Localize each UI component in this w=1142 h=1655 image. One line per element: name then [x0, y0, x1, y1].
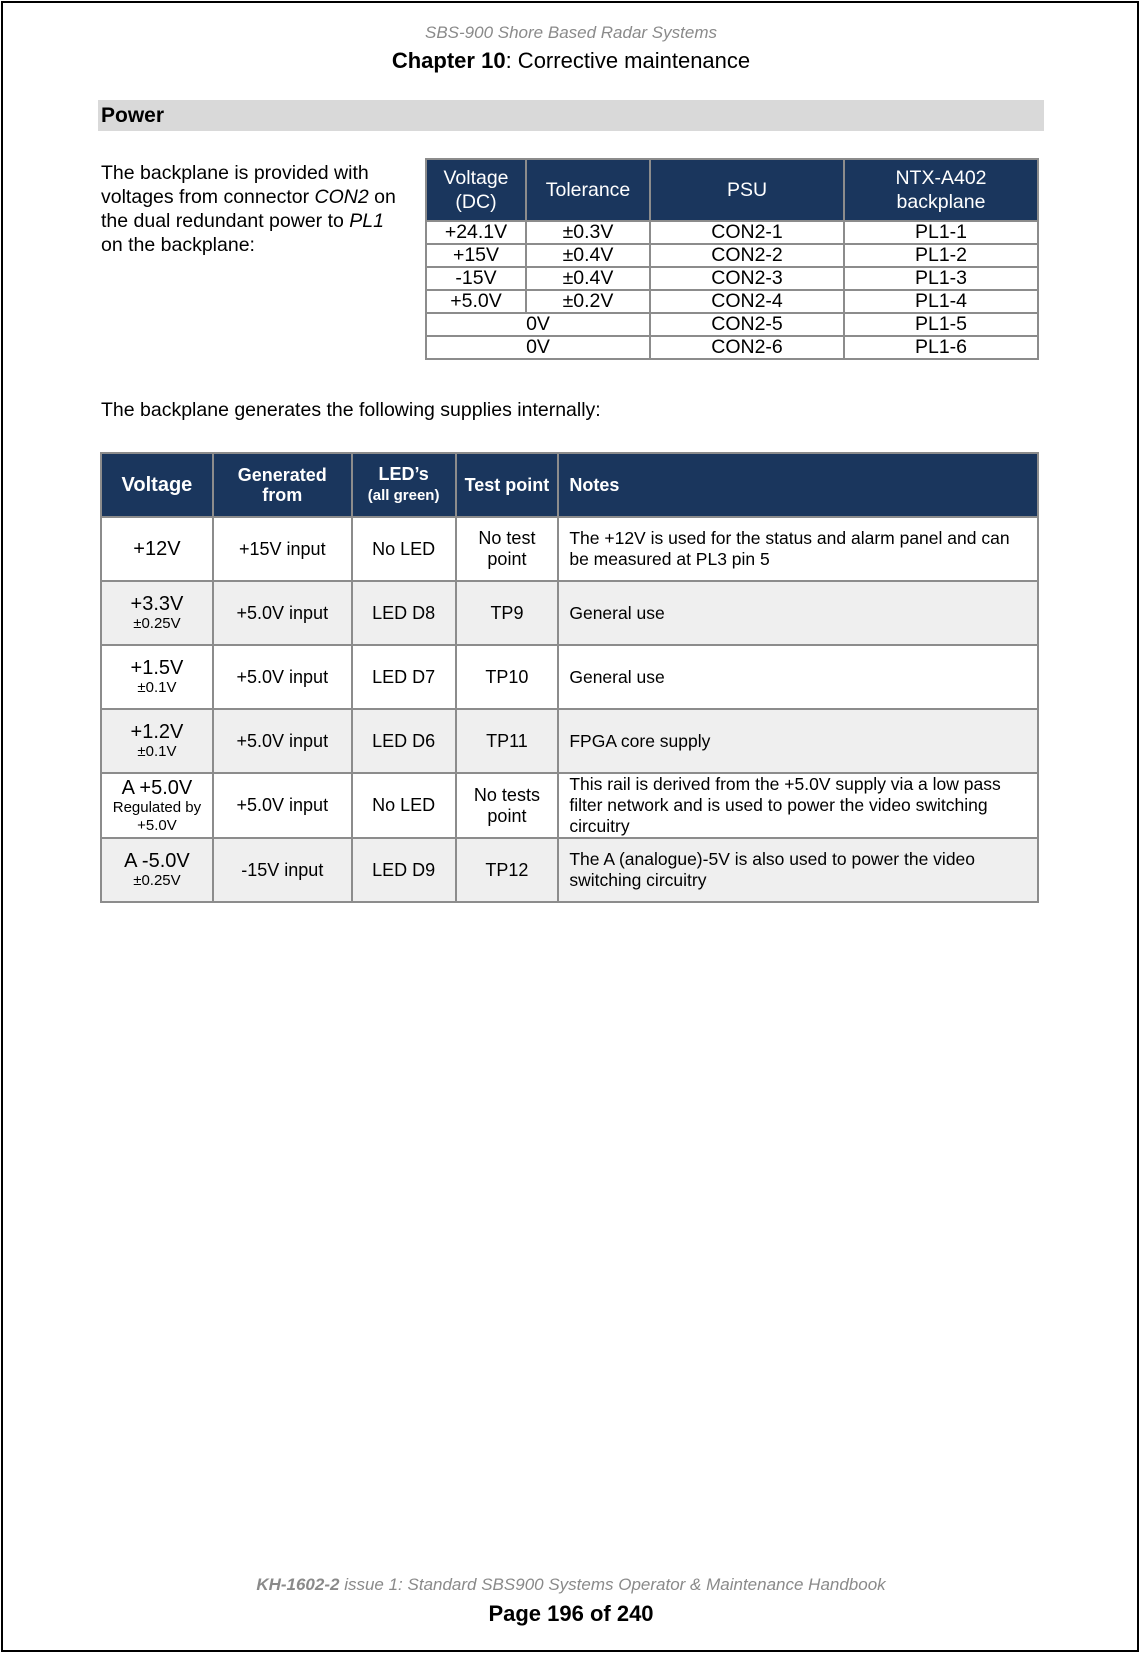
cell-test-point: TP12: [456, 838, 559, 902]
table-row: [101, 581, 1038, 645]
table-row: [101, 709, 1038, 773]
voltage-value: +1.2V: [130, 721, 184, 743]
chapter-label: Chapter 10: [391, 48, 506, 73]
cell-voltage: [101, 581, 213, 645]
cell-voltage: +24.1V: [426, 221, 526, 244]
cell-test-point: TP10: [456, 645, 559, 709]
cell-voltage: +15V: [426, 244, 526, 267]
cell-generated-from: +5.0V input: [213, 581, 352, 645]
table-row: [426, 221, 1038, 244]
cell-notes: The A (analogue)-5V is also used to power the video switching circuitry: [558, 838, 1038, 902]
intro-plug: PL1: [349, 210, 384, 232]
intro-text: on the dual redundant power to: [101, 186, 396, 232]
voltage-tolerance: ±0.1V: [137, 743, 177, 760]
cell-notes: General use: [558, 581, 1038, 645]
cell-notes: The +12V is used for the status and alarm panel and can be measured at PL3 pin 5: [558, 517, 1038, 581]
cell-notes: This rail is derived from the +5.0V supply via a low pass filter network and is used to power the video switching circuitry: [558, 773, 1038, 838]
header-test-point: Test point: [456, 453, 559, 517]
psu-voltage-table: [425, 158, 1039, 360]
voltage-tolerance: Regulated by +5.0V: [112, 798, 202, 834]
header-leds: [352, 453, 456, 517]
cell-voltage: [101, 709, 213, 773]
voltage-tolerance: ±0.25V: [133, 615, 181, 632]
cell-psu: CON2-6: [650, 336, 844, 359]
cell-tolerance: ±0.4V: [526, 244, 650, 267]
cell-tolerance: ±0.3V: [526, 221, 650, 244]
voltage-value: +12V: [133, 538, 181, 560]
cell-voltage: -15V: [426, 267, 526, 290]
header-psu: PSU: [650, 159, 844, 221]
cell-notes: General use: [558, 645, 1038, 709]
header-generated-from: Generated from: [213, 453, 352, 517]
cell-voltage: [101, 517, 213, 581]
header-voltage: Voltage (DC): [426, 159, 526, 221]
cell-generated-from: +5.0V input: [213, 773, 352, 838]
cell-notes: FPGA core supply: [558, 709, 1038, 773]
footer-doc-id: KH-1602-2: [256, 1575, 340, 1594]
cell-generated-from: +15V input: [213, 517, 352, 581]
cell-backplane: PL1-2: [844, 244, 1038, 267]
header-backplane: NTX-A402 backplane: [844, 159, 1038, 221]
chapter-title: : Corrective maintenance: [505, 48, 751, 73]
cell-generated-from: +5.0V input: [213, 645, 352, 709]
header-title: SBS-900 Shore Based Radar Systems: [425, 23, 717, 42]
section-heading: Power: [98, 100, 1044, 131]
header-leds-label: LED’s: [378, 464, 429, 484]
table-row: [101, 517, 1038, 581]
cell-backplane: PL1-5: [844, 313, 1038, 336]
voltage-value: +1.5V: [130, 657, 184, 679]
footer-doc-title: issue 1: Standard SBS900 Systems Operator & Maintenance Handbook: [339, 1575, 886, 1594]
cell-voltage: [101, 773, 213, 838]
cell-led: LED D8: [352, 581, 456, 645]
table-row: [101, 645, 1038, 709]
voltage-tolerance: ±0.25V: [133, 872, 181, 889]
voltage-value: A -5.0V: [124, 850, 190, 872]
table-header-row: [426, 159, 1038, 221]
cell-generated-from: -15V input: [213, 838, 352, 902]
cell-psu: CON2-4: [650, 290, 844, 313]
cell-psu: CON2-1: [650, 221, 844, 244]
internal-supplies-paragraph: The backplane generates the following supplies internally:: [101, 399, 601, 421]
cell-tolerance: ±0.4V: [526, 267, 650, 290]
voltage-value: A +5.0V: [121, 776, 193, 799]
internal-supplies-table: [100, 452, 1039, 903]
footer-title: [0, 1575, 1142, 1595]
table-row: [426, 267, 1038, 290]
cell-test-point: TP11: [456, 709, 559, 773]
cell-backplane: PL1-3: [844, 267, 1038, 290]
cell-backplane: PL1-4: [844, 290, 1038, 313]
cell-led: LED D6: [352, 709, 456, 773]
cell-backplane: PL1-6: [844, 336, 1038, 359]
header-tolerance: Tolerance: [526, 159, 650, 221]
table-row: [426, 290, 1038, 313]
voltage-tolerance: ±0.1V: [137, 679, 177, 696]
cell-voltage: [101, 645, 213, 709]
cell-voltage: +5.0V: [426, 290, 526, 313]
table-row: [101, 838, 1038, 902]
cell-backplane: PL1-1: [844, 221, 1038, 244]
table-row: [426, 336, 1038, 359]
chapter-heading: [0, 48, 1142, 74]
header-notes: Notes: [558, 453, 1038, 517]
table-row: [426, 244, 1038, 267]
cell-voltage: [101, 838, 213, 902]
cell-test-point: No test point: [456, 517, 559, 581]
table-header-row: [101, 453, 1038, 517]
cell-psu: CON2-3: [650, 267, 844, 290]
cell-voltage-merged: 0V: [426, 336, 650, 359]
cell-test-point: TP9: [456, 581, 559, 645]
cell-generated-from: +5.0V input: [213, 709, 352, 773]
cell-psu: CON2-5: [650, 313, 844, 336]
cell-led: No LED: [352, 517, 456, 581]
cell-test-point: No tests point: [456, 773, 559, 838]
intro-text: The backplane is provided with voltages from connector: [101, 162, 369, 208]
table-row: [101, 773, 1038, 838]
intro-paragraph: [101, 161, 401, 257]
cell-psu: CON2-2: [650, 244, 844, 267]
intro-text: on the backplane:: [101, 234, 255, 256]
header-voltage: Voltage: [101, 453, 213, 517]
cell-led: LED D7: [352, 645, 456, 709]
cell-voltage-merged: 0V: [426, 313, 650, 336]
cell-tolerance: ±0.2V: [526, 290, 650, 313]
table-row: [426, 313, 1038, 336]
voltage-value: +3.3V: [130, 593, 184, 615]
intro-connector: CON2: [314, 186, 369, 208]
header-leds-sub: (all green): [367, 487, 440, 504]
cell-led: No LED: [352, 773, 456, 838]
page-number: Page 196 of 240: [488, 1601, 654, 1626]
cell-led: LED D9: [352, 838, 456, 902]
